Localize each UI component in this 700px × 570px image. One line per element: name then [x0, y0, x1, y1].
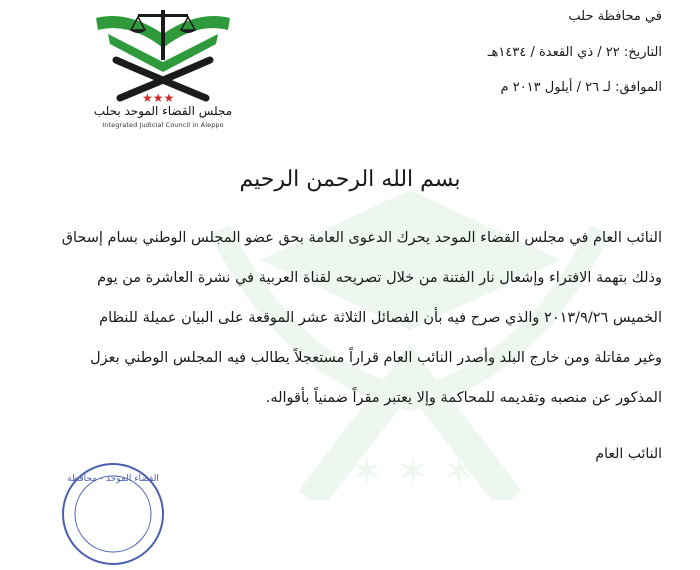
logo-arabic-name: مجلس القضاء الموحد بحلب [93, 104, 233, 118]
body-line: وذلك بتهمة الافتراء وإشعال نار الفتنة من خلال تصريحه لقناة العربية في نشرة العاشرة من يوم [97, 270, 662, 286]
header-gregorian-date: الموافق: لـ ٢٦ / أيلول ٢٠١٣ م [500, 80, 662, 95]
header-location: في محافظة حلب [568, 9, 662, 24]
body-line: النائب العام في مجلس القضاء الموحد يحرك الدعوى العامة بحق عضو المجلس الوطني بسام إسحاق [61, 230, 662, 246]
official-stamp [61, 462, 165, 566]
stamp-text: القضاء الموحد - محافظة [67, 474, 159, 484]
basmala: بسم الله الرحمن الرحيم [239, 167, 461, 192]
body-line: المذكور عن منصبه وتقديمه للمحاكمة وإلا يعتبر مقراً ضمنياً بأقواله. [265, 390, 662, 406]
header-hijri-date: التاريخ: ٢٢ / ذي القعدة / ١٤٣٤هـ [487, 45, 662, 60]
body-line: الخميس ٢٠١٣/٩/٢٦ والذي صرح فيه بأن الفصائل الثلاثة عشر الموقعة على البيان عميلة للنظام [99, 310, 662, 326]
signature-title: النائب العام [595, 446, 662, 462]
council-logo [88, 4, 238, 132]
logo-english-name: Integrated Judicial Council in Aleppo [102, 121, 224, 129]
statement-body [60, 218, 662, 418]
scales-emblem-icon [88, 4, 238, 104]
body-line: وغير مقاتلة ومن خارج البلد وأصدر النائب العام قراراً مستعجلاً يطالب فيه المجلس الوطني بعزل [90, 350, 662, 366]
svg-text:✶ ✶ ✶: ✶ ✶ ✶ [350, 449, 476, 495]
svg-text:★★★: ★★★ [142, 91, 175, 104]
